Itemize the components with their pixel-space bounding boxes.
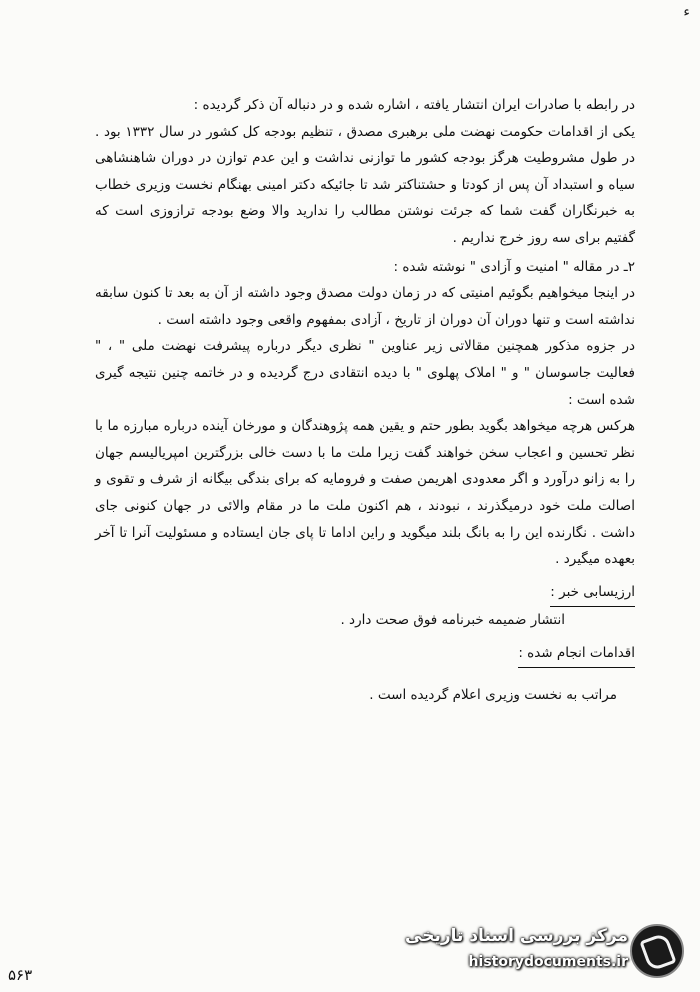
- budget-paragraph: یکی از اقدامات حکومت نهضت ملی برهبری مصدق ، تنظیم بودجه کل کشور در سال ۱۳۳۲ بود . در طول مشروطیت هرگز بودجه کشور ما توازنی نداشت و این عدم توازن در دوران شاهنشاهی سیاه و استبداد آن پس از کودتا و حشتناکتر شد تا جائیکه دکتر امینی بهنگام نخست وزیری خطاب به خبرنگاران گفت شما که جرئت نوشتن مطالب را ندارید والا وضع بودجه ترازوزی است که گفتیم برای سه روز خرج نداریم .: [95, 123, 636, 246]
- archive-watermark: [405, 920, 690, 986]
- document-body: [95, 92, 635, 709]
- intro-paragraph: در رابطه با صادرات ایران انتشار یافته ، اشاره شده و در دنباله آن ذکر گردیده :: [193, 97, 635, 113]
- archive-logo-icon: [630, 924, 684, 978]
- actions-taken-heading: اقدامات انجام شده :: [518, 640, 635, 669]
- archive-title: مرکز بررسی اسناد تاریخی: [405, 926, 628, 946]
- conclusion-paragraph: هرکس هرچه میخواهد بگوید بطور حتم و یقین همه پژوهندگان و مورخان آینده درباره مبارزه ما با نظر تحسین و اعجاب سخن خواهند گفت زیرا ملت ما با دست خالی بزرگترین امپریالیسم جهان را به زانو درآورد و اگر معدودی اهریمن صفت و فرومایه که برای بندگی بیگانه از شرف و تقوی و اصالت ملت خود درمیگذرند ، نبودند ، هم اکنون ملت ما در مقام والائی در جهان کنونی جای داشت . نگارنده این را به بانگ بلند میگوید و راین اداما تا پای جان ایستاده و مسئولیت آنرا تا آخر بعهده میگیرد .: [95, 418, 635, 568]
- actions-taken-text: مراتب به نخست وزیری اعلام گردیده است .: [369, 687, 617, 704]
- actions-taken-section: [95, 640, 635, 709]
- article-heading-item: ۲ـ در مقاله " امنیت و آزادی " نوشته شده :: [393, 258, 635, 275]
- news-evaluation-section: [95, 579, 635, 634]
- news-evaluation-heading: ارزیسابی خبر :: [550, 579, 635, 608]
- pamphlet-paragraph: در جزوه مذکور همچنین مقالاتی زیر عناوین " نظری دیگر درباره پیشرفت نهضت ملی " ، " فعالیت جاسوسان " و " املاک پهلوی " با دیده انتقادی درج گردیده و در خاتمه چنین نتیجه گیری شده است :: [95, 338, 635, 408]
- page-corner-mark: ء: [683, 4, 690, 20]
- security-paragraph: در اینجا میخواهیم بگوئیم امنیتی که در زمان دولت مصدق وجود داشته از آن به بعد تا کنون سابقه نداشته است و تنها دوران آن دوران از تاریخ ، آزادی بمفهوم واقعی وجود داشته است .: [95, 285, 635, 328]
- archive-url: historydocuments.ir: [468, 954, 628, 970]
- news-evaluation-text: انتشار ضمیمه خبرنامه فوق صحت دارد .: [340, 612, 565, 629]
- page-number: ۵۶۳: [8, 966, 33, 984]
